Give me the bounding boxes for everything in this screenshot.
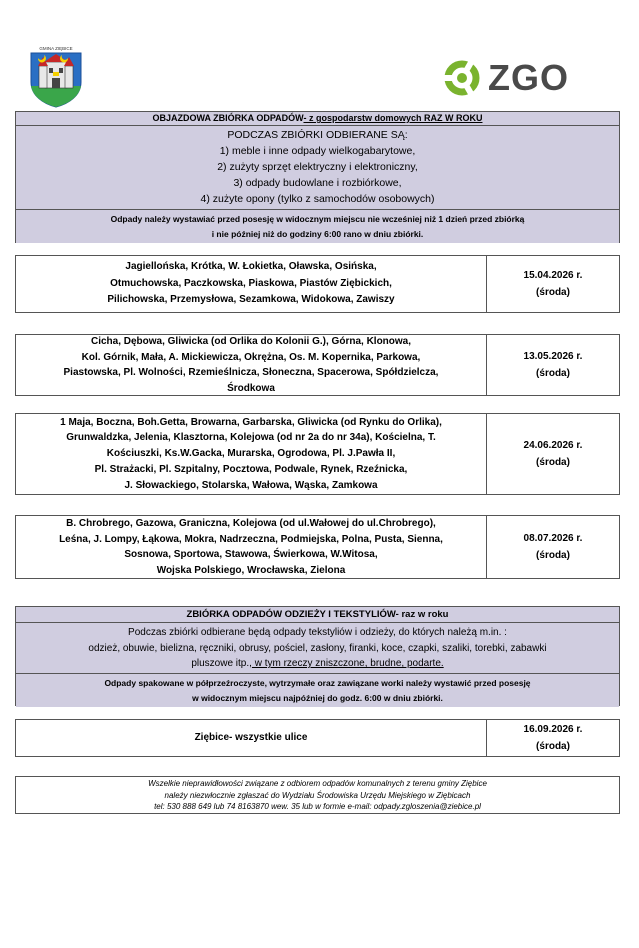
schedule-row bbox=[15, 515, 620, 579]
bulky-item: 4) zużyte opony (tylko z samochodów osobowych) bbox=[200, 193, 435, 205]
textile-note-line2: w widocznym miejscu najpóźniej do godz. 6:00 w dniu zbiórki. bbox=[192, 693, 443, 703]
textile-line-plain: pluszowe itp., bbox=[191, 658, 252, 669]
date-value: 15.04.2026 r. bbox=[523, 270, 583, 281]
textile-note-line1: Odpady spakowane w półprzeźroczyste, wytrzymałe oraz zawiązane worki należy wystawić przed posesję bbox=[104, 678, 531, 688]
textile-title: ZBIÓRKA ODPADÓW ODZIEŻY I TEKSTYLIÓW- raz w roku bbox=[16, 607, 619, 623]
bulky-item: 1) meble i inne odpady wielkogabarytowe, bbox=[219, 145, 416, 157]
textile-line bbox=[16, 656, 619, 672]
schedule-row bbox=[15, 334, 620, 396]
gmina-ziebice-crest-logo bbox=[28, 44, 84, 108]
schedule-date bbox=[487, 335, 619, 395]
textile-date bbox=[487, 720, 619, 756]
schedule-streets bbox=[16, 516, 487, 578]
schedule-row bbox=[15, 413, 620, 495]
street-line: B. Chrobrego, Gazowa, Graniczna, Kolejowa (od ul.Wałowej do ul.Chrobrego), bbox=[66, 518, 436, 529]
schedule-date bbox=[487, 256, 619, 312]
street-line: Jagiellońska, Krótka, W. Łokietka, Oławska, Osińska, bbox=[125, 260, 377, 272]
schedule-streets bbox=[16, 414, 487, 494]
bulky-note bbox=[16, 209, 619, 243]
street-line: Środkowa bbox=[227, 382, 275, 394]
bulky-title-rest: - z gospodarstw domowych RAZ W ROKU bbox=[303, 113, 483, 123]
date-value: 24.06.2026 r. bbox=[523, 440, 583, 451]
textile-area bbox=[16, 720, 487, 756]
area-value: Ziębice- wszystkie ulice bbox=[194, 731, 308, 743]
street-line: Sosnowa, Sportowa, Stawowa, Świerkowa, W.Witosa, bbox=[124, 549, 378, 560]
schedule-date bbox=[487, 414, 619, 494]
bulky-title-main: OBJAZDOWA ZBIÓRKA ODPADÓW bbox=[152, 113, 304, 123]
street-line: Piastowska, Pl. Wolności, Rzemieślnicza, Słoneczna, Spacerowa, Spółdzielcza, bbox=[63, 367, 439, 378]
date-value: 13.05.2026 r. bbox=[523, 351, 583, 362]
bulky-waste-title bbox=[16, 112, 619, 126]
bulky-note-line2: i nie później niż do godziny 6:00 rano w dniu zbiórki. bbox=[211, 229, 424, 239]
footer-contact bbox=[15, 776, 620, 814]
street-line: Cicha, Dębowa, Gliwicka (od Orlika do Kolonii G.), Górna, Klonowa, bbox=[90, 336, 412, 347]
textile-info bbox=[15, 606, 620, 706]
zgo-logo bbox=[442, 56, 582, 100]
footer-line: Wszelkie nieprawidłowości związane z odbiorem odpadów komunalnych z terenu gminy Ziębice bbox=[148, 779, 487, 788]
textile-line: Podczas zbiórki odbierane będą odpady tekstyliów i odzieży, do których należą m.in. : bbox=[128, 627, 507, 638]
footer-line: należy niezwłocznie zgłaszać do Wydziału Środowiska Urzędu Miejskiego w Ziębicach bbox=[164, 790, 471, 800]
weekday-value: (środa) bbox=[536, 741, 570, 752]
schedule-streets bbox=[16, 335, 487, 395]
street-line: Pilichowska, Przemysłowa, Sezamkowa, Widokowa, Zawiszy bbox=[107, 294, 395, 306]
zgo-brand-text: ZGO bbox=[488, 57, 569, 98]
weekday-value: (środa) bbox=[536, 457, 570, 468]
bulky-item: 3) odpady budowlane i rozbiórkowe, bbox=[233, 177, 402, 189]
date-value: 08.07.2026 r. bbox=[523, 533, 583, 544]
crest-label: GMINA ZIĘBICE bbox=[39, 46, 73, 51]
bulky-waste-info bbox=[15, 111, 620, 243]
weekday-value: (środa) bbox=[536, 368, 570, 379]
bulky-item: 2) zużyty sprzęt elektryczny i elektroniczny, bbox=[217, 161, 418, 173]
bulky-note-line1: Odpady należy wystawiać przed posesję w widocznym miejscu nie wcześniej niż 1 dzień przed zbiórką bbox=[110, 214, 525, 224]
street-line: Otmuchowska, Paczkowska, Piaskowa, Piastów Ziębickich, bbox=[110, 277, 392, 289]
street-line: Kościuszki, Ks.W.Gacka, Murarska, Ogrodowa, Pl. J.Pawła II, bbox=[106, 448, 396, 460]
weekday-value: (środa) bbox=[536, 287, 570, 298]
textile-line: odzież, obuwie, bielizna, ręczniki, obrusy, pościel, zasłony, firanki, koce, czapki, szaliki, torebki, zabawki bbox=[88, 642, 547, 654]
textile-note bbox=[16, 673, 619, 707]
footer-line: tel: 530 888 649 lub 74 8163870 wew. 35 lub w formie e-mail: odpady.zgloszenia@ziebice.pl bbox=[154, 802, 481, 811]
textile-line-underlined: w tym rzeczy zniszczone, brudne, podarte. bbox=[251, 658, 444, 669]
date-value: 16.09.2026 r. bbox=[523, 724, 583, 735]
textile-description bbox=[16, 623, 619, 673]
textile-schedule-row bbox=[15, 719, 620, 757]
street-line: Wojska Polskiego, Wrocławska, Zielona bbox=[156, 564, 346, 576]
bulky-waste-list bbox=[16, 126, 619, 209]
street-line: Kol. Górnik, Mała, A. Mickiewicza, Okrężna, Os. M. Kopernika, Parkowa, bbox=[81, 351, 421, 363]
zgo-recycle-icon bbox=[442, 58, 482, 98]
street-line: J. Słowackiego, Stolarska, Wałowa, Wąska, Zamkowa bbox=[124, 479, 378, 491]
street-line: 1 Maja, Boczna, Boh.Getta, Browarna, Garbarska, Gliwicka (od Rynku do Orlika), bbox=[60, 416, 442, 428]
street-line: Leśna, J. Lompy, Łąkowa, Mokra, Nadrzeczna, Podmiejska, Polna, Pusta, Sienna, bbox=[59, 533, 443, 545]
schedule-date bbox=[487, 516, 619, 578]
street-line: Pl. Strażacki, Pl. Szpitalny, Pocztowa, Podwale, Rynek, Rzeźnicka, bbox=[94, 463, 408, 475]
weekday-value: (środa) bbox=[536, 550, 570, 561]
bulky-subtitle: PODCZAS ZBIÓRKI ODBIERANE SĄ: bbox=[227, 129, 408, 141]
schedule-row bbox=[15, 255, 620, 313]
schedule-streets bbox=[16, 256, 487, 312]
street-line: Grunwaldzka, Jelenia, Klasztorna, Kolejowa (od nr 2a do nr 34a), Kościelna, T. bbox=[66, 432, 436, 444]
